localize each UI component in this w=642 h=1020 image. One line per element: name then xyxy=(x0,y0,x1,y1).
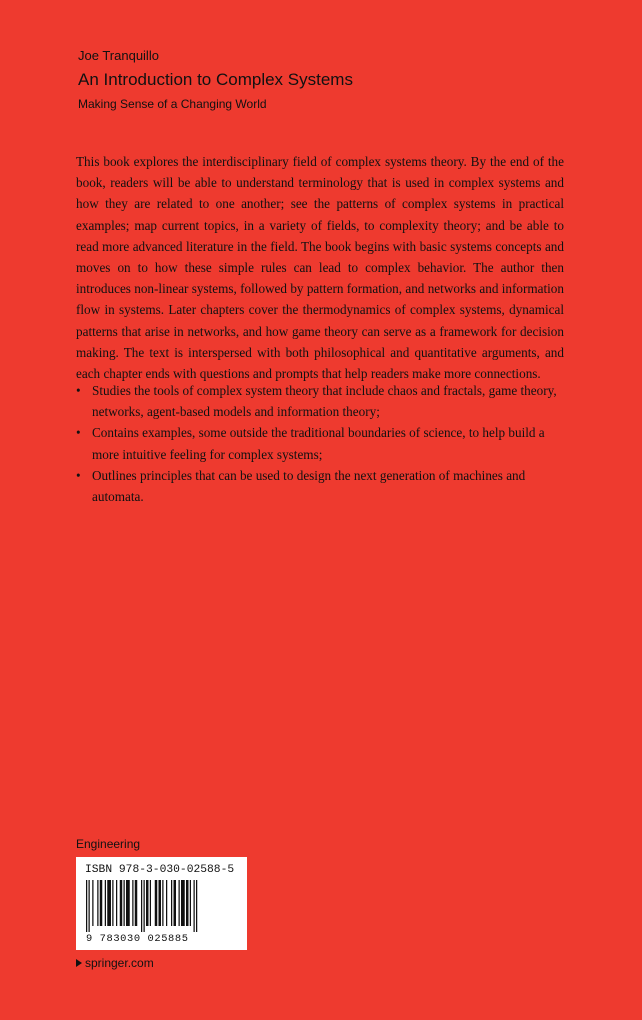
barcode-bar xyxy=(190,880,191,926)
barcode-bar xyxy=(181,880,185,926)
barcode-bar xyxy=(116,880,117,926)
feature-item xyxy=(76,465,564,507)
barcode-bar xyxy=(124,880,125,926)
feature-text: Studies the tools of complex system theory that include chaos and fractals, game theory, networks, agent-based models and information theory; xyxy=(92,383,557,420)
arrow-right-icon xyxy=(76,959,82,967)
barcode-bar xyxy=(92,880,93,926)
barcode-bar xyxy=(135,880,138,926)
barcode-bar xyxy=(100,880,103,926)
barcode-bar xyxy=(162,880,163,926)
barcode-bar xyxy=(97,880,98,926)
book-subtitle: Making Sense of a Changing World xyxy=(78,97,267,111)
barcode-bar xyxy=(196,880,197,932)
barcode-bar xyxy=(120,880,123,926)
book-title: An Introduction to Complex Systems xyxy=(78,70,353,89)
barcode-bar xyxy=(155,880,158,926)
barcode-bar xyxy=(141,880,142,932)
barcode-bar xyxy=(159,880,162,926)
barcode-bar xyxy=(89,880,90,932)
barcode-bar xyxy=(171,880,172,926)
barcode-bar xyxy=(146,880,149,926)
publisher-link[interactable] xyxy=(76,955,154,971)
barcode-bar xyxy=(174,880,177,926)
barcode-bar xyxy=(150,880,151,926)
author-name: Joe Tranquillo xyxy=(78,48,159,63)
isbn-barcode xyxy=(76,857,247,950)
barcode-bar xyxy=(107,880,111,926)
bullet-icon: • xyxy=(76,425,81,441)
isbn-label: ISBN 978-3-030-02588-5 xyxy=(85,864,235,876)
bullet-icon: • xyxy=(76,467,81,483)
feature-text: Outlines principles that can be used to design the next generation of machines and automata. xyxy=(92,467,526,505)
barcode-bar xyxy=(194,880,195,932)
barcode-bar xyxy=(126,880,130,926)
barcode-bar xyxy=(166,880,167,926)
feature-item xyxy=(76,422,564,464)
subject-category: Engineering xyxy=(76,837,141,851)
barcode-bars xyxy=(84,880,239,932)
bullet-icon: • xyxy=(76,383,81,398)
feature-text: Contains examples, some outside the traditional boundaries of science, to help build a more intuitive feeling for complex systems; xyxy=(92,425,545,462)
barcode-number: 9 783030 025885 xyxy=(86,933,189,945)
feature-item xyxy=(76,380,564,422)
barcode-bar xyxy=(132,880,133,926)
barcode-bar xyxy=(105,880,106,926)
barcode-bar xyxy=(86,880,87,932)
barcode-bar xyxy=(186,880,189,926)
barcode-bar xyxy=(179,880,180,926)
publisher-url[interactable]: springer.com xyxy=(85,956,154,970)
book-description: This book explores the interdisciplinary field of complex systems theory. By the end of the book, readers will be able to understand terminology that is used in complex systems and how they are related to one another; see the patterns of complex systems in practical examples; map current topics, in a variety of fields, to complexity theory; and be able to read more advanced literature in the field. The book begins with basic systems concepts and moves on to how these simple rules can lead to complex behavior. The author then introduces non-linear systems, followed by pattern formation, and networks and information flow in systems. Later chapters cover the thermodynamics of complex systems, dynamical patterns that arise in networks, and how game theory can serve as a framework for decision making. The text is interspersed with both philosophical and quantitative arguments, and each chapter ends with questions and prompts that help readers make more connections. xyxy=(76,154,564,382)
barcode-bar xyxy=(112,880,113,926)
feature-list xyxy=(76,380,564,507)
barcode-bar xyxy=(144,880,145,932)
